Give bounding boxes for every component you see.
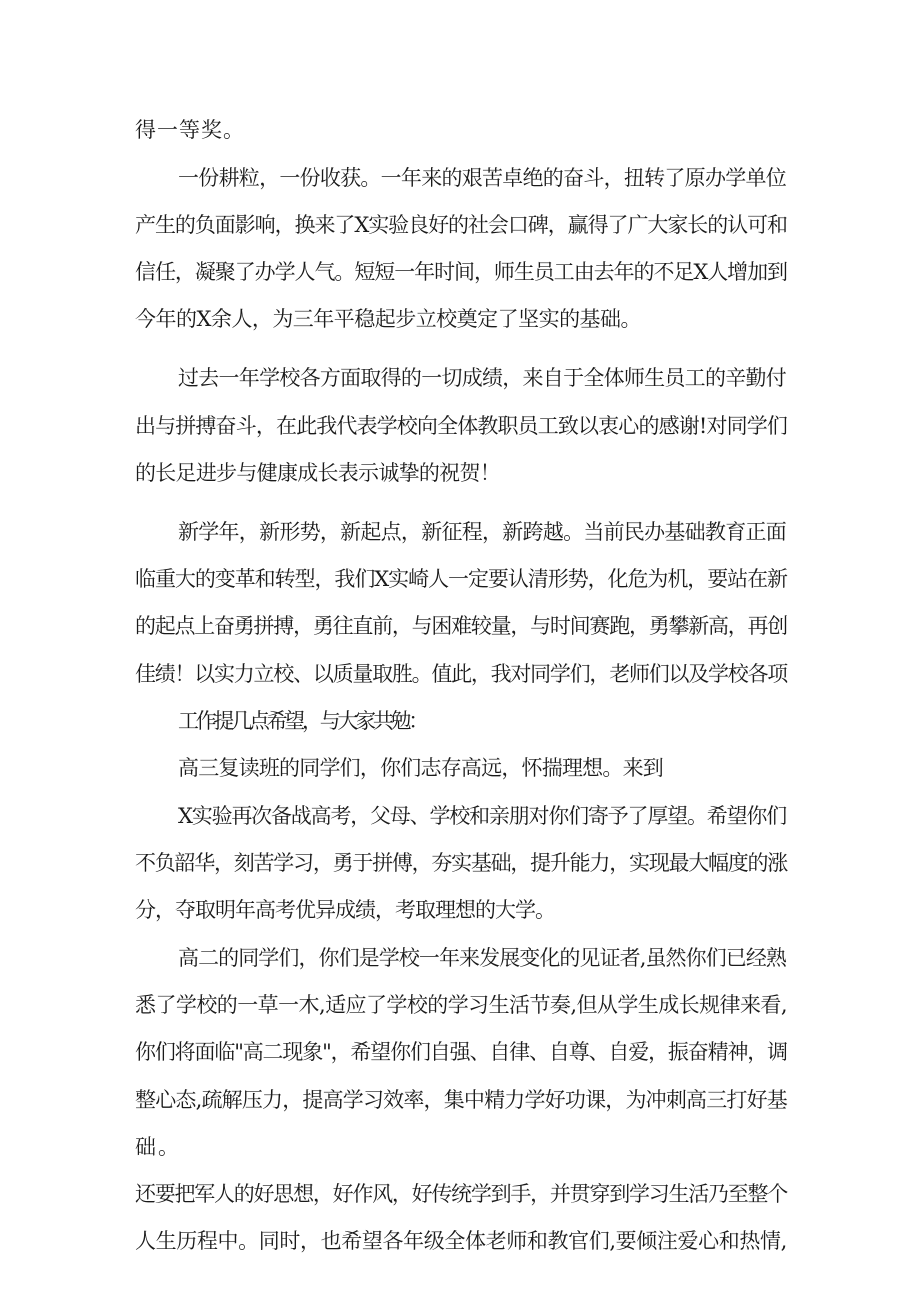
text-line: 今年的X余人，为三年平稳起步立校奠定了坚实的基础。 [135, 307, 641, 331]
text-line: 高二的同学们，你们是学校一年来发展变化的见证者,虽然你们已经熟 [178, 946, 786, 970]
text-line: 佳绩！以实力立校、以质量取胜。值此，我对同学们，老师们以及学校各项 [135, 662, 788, 686]
text-line: 础。 [135, 1135, 181, 1159]
text-line: 分，夺取明年高考优异成绩，考取理想的大学。 [135, 898, 555, 922]
text-line: 临重大的变革和转型，我们X实崎人一定要认清形势，化危为机，要站在新 [135, 567, 788, 591]
text-line: 悉了学校的一草一木,适应了学校的学习生活节奏,但从学生成长规律来看, [135, 993, 787, 1017]
text-line: 的起点上奋勇拼搏，勇往直前，与困难较量，与时间赛跑，勇攀新高，再创 [135, 614, 788, 638]
text-line: 出与拼搏奋斗，在此我代表学校向全体教职员工致以衷心的感谢!对同学们 [135, 414, 787, 438]
text-line: 一份耕粒，一份收获。一年来的艰苦卓绝的奋斗，扭转了原办学单位 [178, 166, 787, 190]
text-line: 整心态,疏解压力，提高学习效率，集中精力学好功课，为冲刺高三打好基 [135, 1088, 787, 1112]
text-line: 人生历程中。同时，也希望各年级全体老师和教官们,要倾注爱心和热情, [135, 1229, 787, 1253]
text-line: 信任，凝聚了办学人气。短短一年时间，师生员工由去年的不足X人增加到 [135, 260, 788, 284]
text-line: 你们将面临"高二现象"，希望你们自强、自律、自尊、自爱，振奋精神，调 [135, 1040, 787, 1064]
text-line: 得一等奖。 [135, 118, 245, 142]
text-line: 不负韶华，刻苦学习，勇于拼傅，夯实基础，提升能力，实现最大幅度的涨 [135, 851, 788, 875]
text-line: 还要把军人的好思想，好作风，好传统学到手，并贯穿到学习生活乃至整个 [135, 1182, 788, 1206]
text-line: 过去一年学校各方面取得的一切成绩，来自于全体师生员工的辛勤付 [178, 366, 787, 390]
text-line: X实验再次备战高考，父母、学校和亲朋对你们寄予了厚望。希望你们 [178, 804, 786, 828]
text-line: 的长足进步与健康成长表示诚挚的祝贺！ [135, 461, 501, 485]
text-line: 工作提几点希望，与大家共勉： [178, 709, 426, 733]
text-line: 新学年，新形势，新起点，新征程，新跨越。当前民办基础教育正面 [178, 520, 787, 544]
text-line: 产生的负面影响，换来了X实验良好的社会口碑，赢得了广大家长的认可和 [135, 213, 788, 237]
text-line: 高三复读班的同学们，你们志存高远，怀揣理想。来到 [178, 756, 663, 780]
